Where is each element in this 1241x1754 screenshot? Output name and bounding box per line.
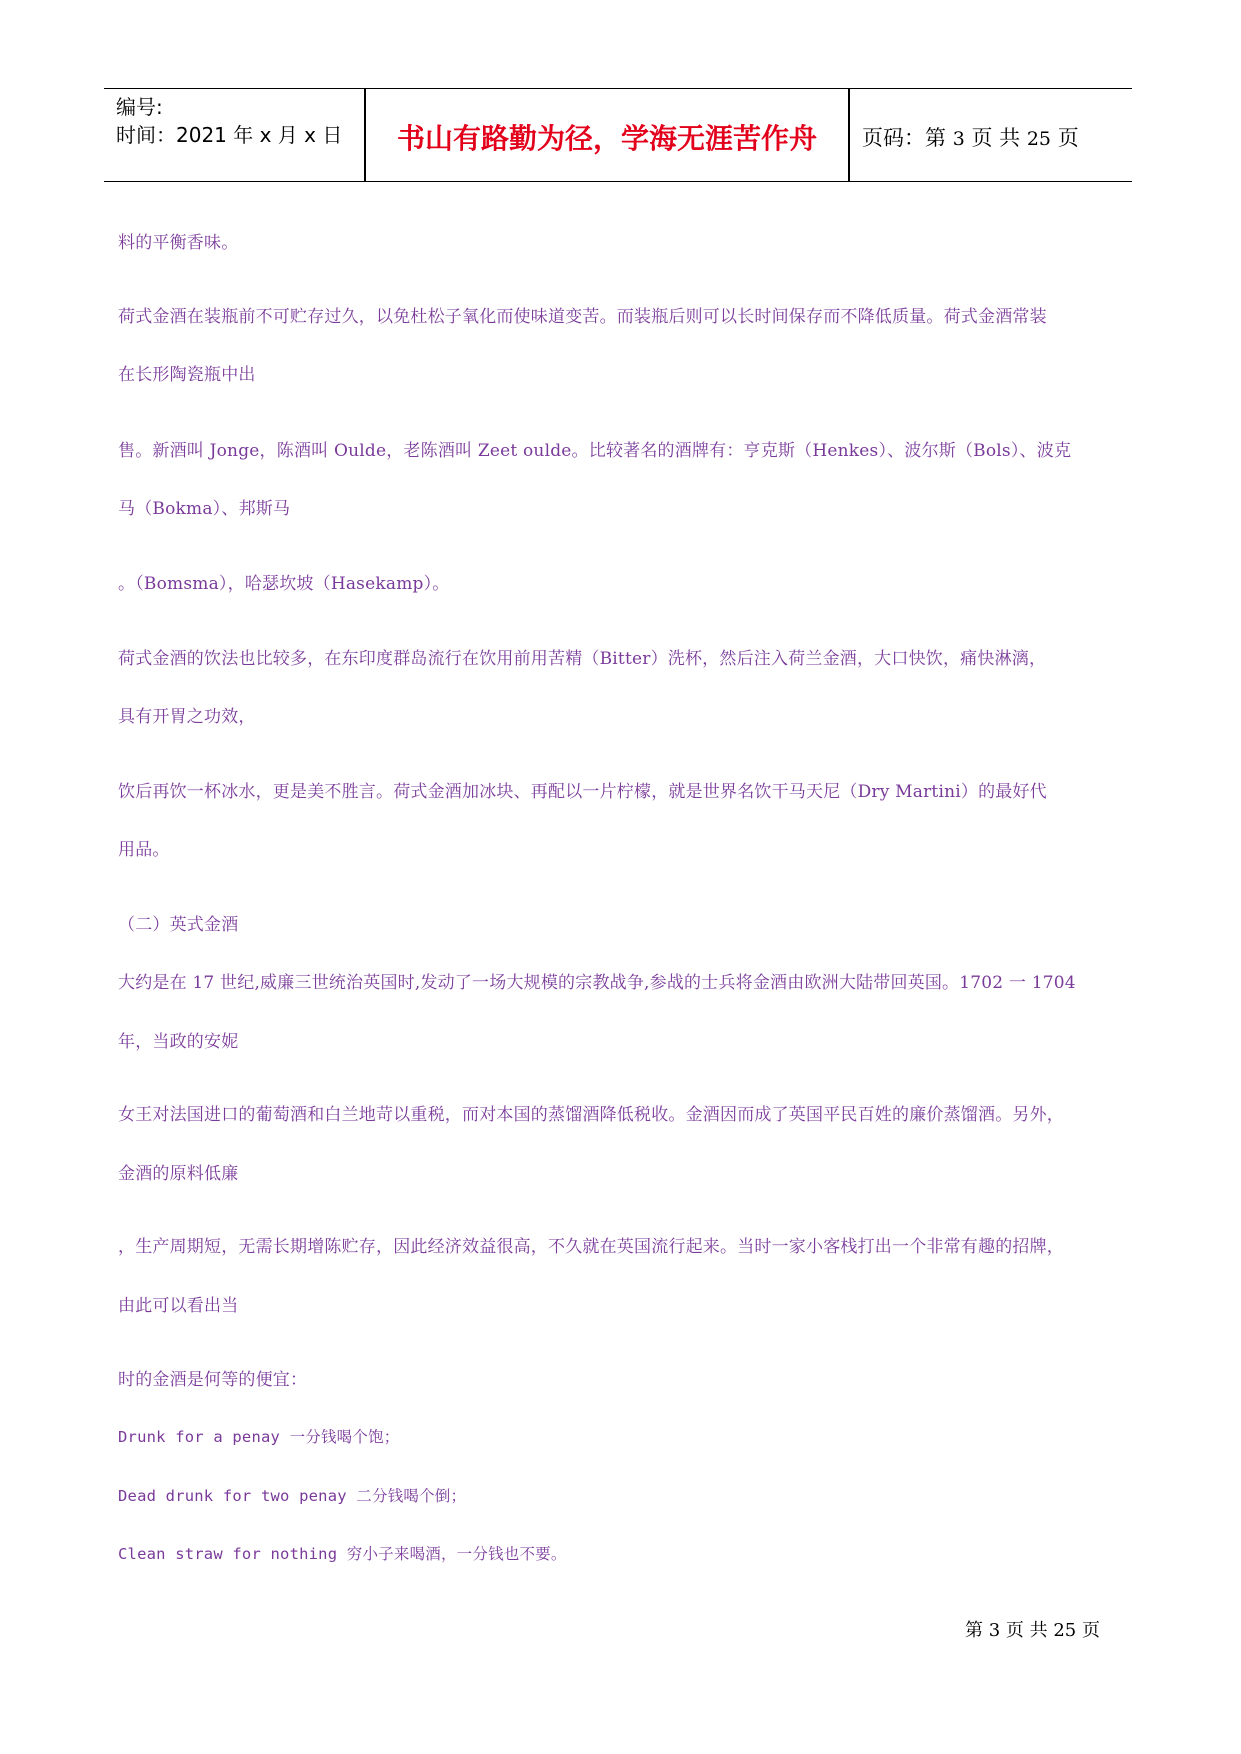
header-page-number bbox=[862, 122, 1079, 152]
paragraph: ，生产周期短，无需长期增陈贮存，因此经济效益很高，不久就在英国流行起来。当时一家小客栈打出一个非常有趣的招牌， bbox=[118, 1237, 1064, 1257]
paragraph: 荷式金酒的饮法也比较多，在东印度群岛流行在饮用前用苦精（Bitter）洗杯，然后注入荷兰金酒，大口快饮，痛快淋漓， bbox=[118, 649, 1047, 669]
verse-line: Dead drunk for two penay 二分钱喝个倒； bbox=[118, 1487, 467, 1505]
paragraph: 在长形陶瓷瓶中出 bbox=[118, 365, 256, 385]
page-mid: 页 共 bbox=[971, 126, 1021, 150]
page-suffix: 页 bbox=[1057, 126, 1079, 150]
section-heading: （二）英式金酒 bbox=[118, 915, 239, 935]
paragraph: 料的平衡香味。 bbox=[118, 233, 239, 253]
header-divider bbox=[848, 89, 850, 181]
paragraph: 时的金酒是何等的便宜： bbox=[118, 1370, 308, 1390]
page-total: 25 bbox=[1026, 128, 1052, 150]
paragraph: 具有开胃之功效， bbox=[118, 707, 256, 727]
paragraph: 女王对法国进口的葡萄酒和白兰地苛以重税，而对本国的蒸馏酒降低税收。金酒因而成了英国平民百姓的廉价蒸馏酒。另外， bbox=[118, 1105, 1064, 1125]
paragraph: 荷式金酒在装瓶前不可贮存过久，以免杜松子氧化而使味道变苦。而装瓶后则可以长时间保存而不降低质量。荷式金酒常装 bbox=[118, 307, 1047, 327]
paragraph: 。（Bomsma），哈瑟坎坡（Hasekamp）。 bbox=[118, 574, 450, 594]
time-label: 时间：2021 年 x 月 x 日 bbox=[116, 123, 343, 147]
paragraph: 金酒的原料低廉 bbox=[118, 1164, 239, 1184]
verse-line: Clean straw for nothing 穷小子来喝酒，一分钱也不要。 bbox=[118, 1545, 567, 1563]
paragraph: 售。新酒叫 Jonge，陈酒叫 Oulde，老陈酒叫 Zeet oulde。比较著名的酒牌有：亨克斯（Henkes）、波尔斯（Bols）、波克 bbox=[118, 441, 1072, 461]
header-motto: 书山有路勤为径，学海无涯苦作舟 bbox=[396, 122, 817, 155]
header-meta bbox=[116, 93, 342, 149]
paragraph: 年，当政的安妮 bbox=[118, 1032, 239, 1052]
verse-line: Drunk for a penay 一分钱喝个饱； bbox=[118, 1428, 400, 1446]
serial-label: 编号: bbox=[116, 95, 163, 119]
page-footer: 第 3 页 共 25 页 bbox=[965, 1620, 1100, 1641]
paragraph: 马（Bokma）、邦斯马 bbox=[118, 499, 291, 519]
page-header bbox=[104, 88, 1132, 182]
paragraph: 饮后再饮一杯冰水，更是美不胜言。荷式金酒加冰块、再配以一片柠檬，就是世界名饮干马天尼（Dry Martini）的最好代 bbox=[118, 782, 1047, 802]
paragraph: 用品。 bbox=[118, 840, 170, 860]
page-prefix: 页码：第 bbox=[862, 126, 946, 150]
paragraph: 大约是在 17 世纪,威廉三世统治英国时,发动了一场大规模的宗教战争,参战的士兵将金酒由欧洲大陆带回英国。1702 一 1704 bbox=[118, 973, 1076, 993]
paragraph: 由此可以看出当 bbox=[118, 1296, 239, 1316]
page-current: 3 bbox=[952, 128, 965, 150]
